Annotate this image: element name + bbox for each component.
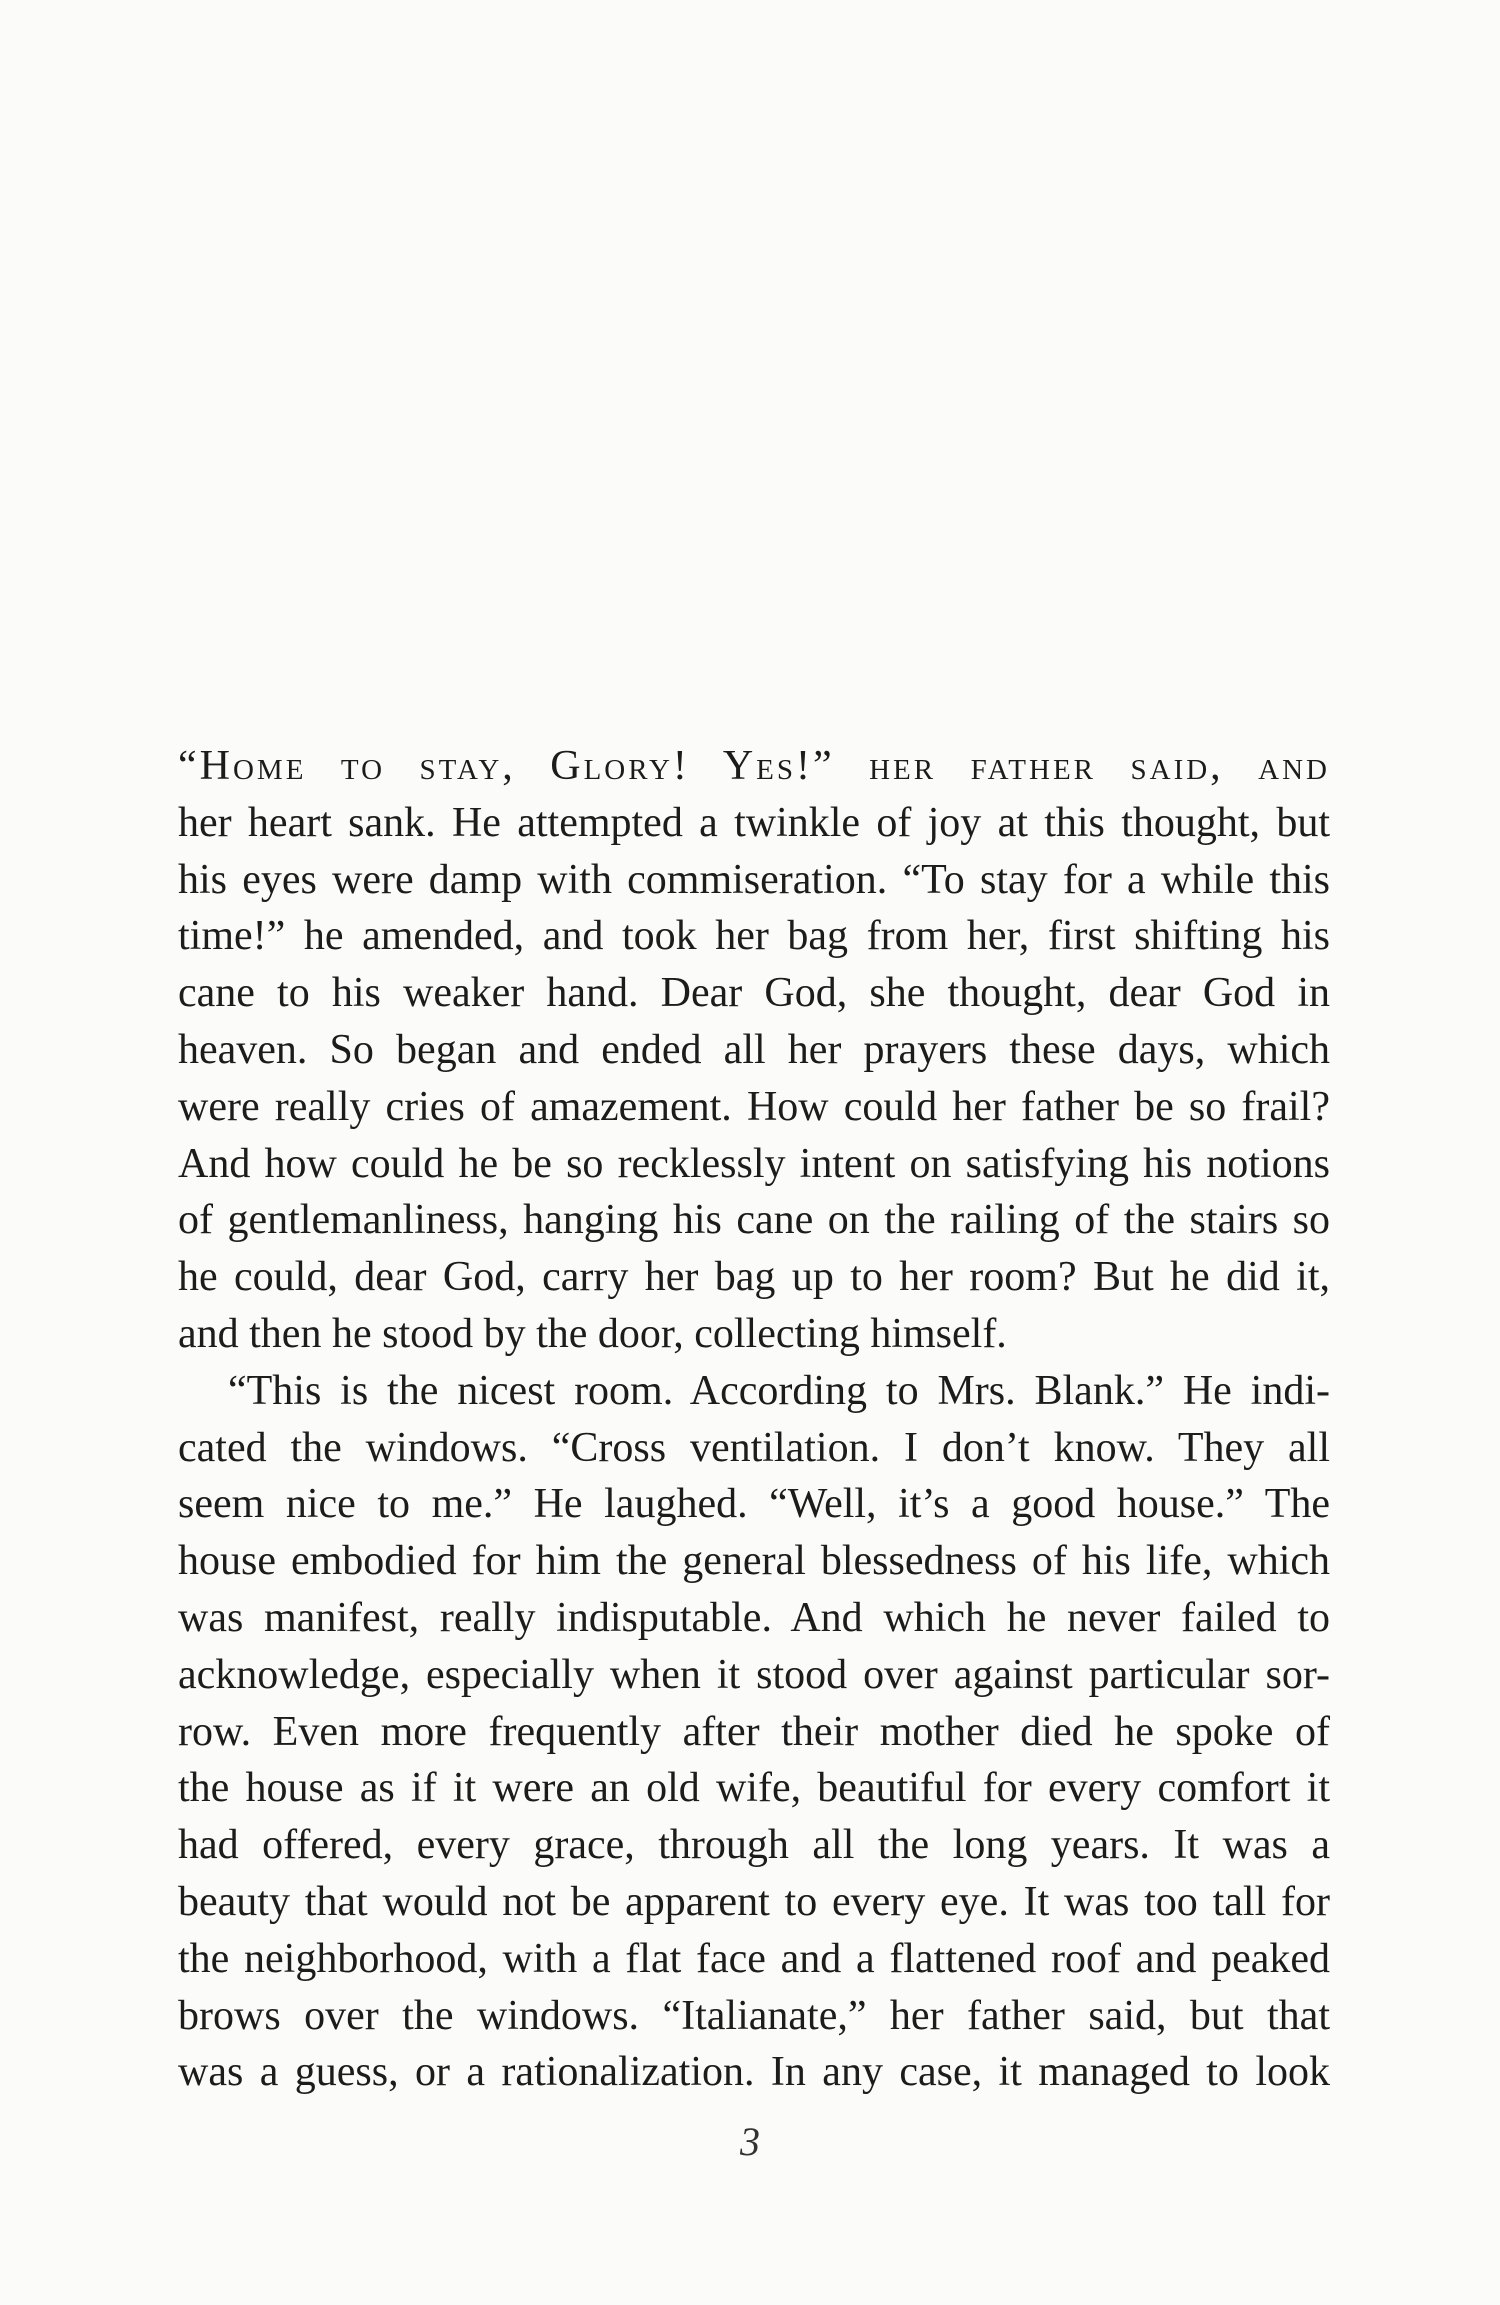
paragraph-2 — [178, 1363, 1330, 2101]
text-line: and then he stood by the door, collecting himself. — [178, 1310, 1007, 1357]
body-text — [178, 738, 1330, 2101]
paragraph-1 — [178, 795, 1330, 1363]
text-line: were really cries of amazement. How could her father be so frail? — [178, 1083, 1330, 1130]
text-line: cane to his weaker hand. Dear God, she thought, dear God in — [178, 970, 1330, 1017]
text-line: was manifest, really indisputable. And which he never failed to — [178, 1594, 1330, 1641]
text-line: seem nice to me.” He laughed. “Well, it’s a good house.” The — [178, 1481, 1330, 1528]
page-number: 3 — [740, 2119, 760, 2164]
text-line: acknowledge, especially when it stood over against particular sor- — [178, 1651, 1330, 1698]
text-line: of gentlemanliness, hanging his cane on the railing of the stairs so — [178, 1197, 1330, 1244]
text-line: had offered, every grace, through all the long years. It was a — [178, 1822, 1330, 1869]
text-line: the neighborhood, with a flat face and a flattened roof and peaked — [178, 1935, 1330, 1982]
text-line: house embodied for him the general blessedness of his life, which — [178, 1538, 1330, 1585]
text-line: brows over the windows. “Italianate,” her father said, but that — [178, 1992, 1330, 2039]
text-line: And how could he be so recklessly intent on satisfying his notions — [178, 1140, 1330, 1187]
text-line: row. Even more frequently after their mother died he spoke of — [178, 1708, 1330, 1755]
text-line: he could, dear God, carry her bag up to her room? But he did it, — [178, 1254, 1330, 1301]
text-line: “This is the nicest room. According to Mrs. Blank.” He indi- — [228, 1367, 1330, 1414]
text-line: his eyes were damp with commiseration. “To stay for a while this — [178, 856, 1330, 903]
text-line: was a guess, or a rationalization. In any case, it managed to look — [178, 2049, 1330, 2096]
text-line: heaven. So began and ended all her prayers these days, which — [178, 1026, 1330, 1073]
text-line: cated the windows. “Cross ventilation. I don’t know. They all — [178, 1424, 1330, 1471]
text-line: her heart sank. He attempted a twinkle of joy at this thought, but — [178, 799, 1330, 846]
text-line: beauty that would not be apparent to every eye. It was too tall for — [178, 1878, 1330, 1925]
opening-line: “Home to stay, Glory! Yes!” her father said, and — [178, 743, 1330, 789]
text-line: the house as if it were an old wife, beautiful for every comfort it — [178, 1765, 1330, 1812]
text-line: time!” he amended, and took her bag from her, first shifting his — [178, 913, 1330, 960]
